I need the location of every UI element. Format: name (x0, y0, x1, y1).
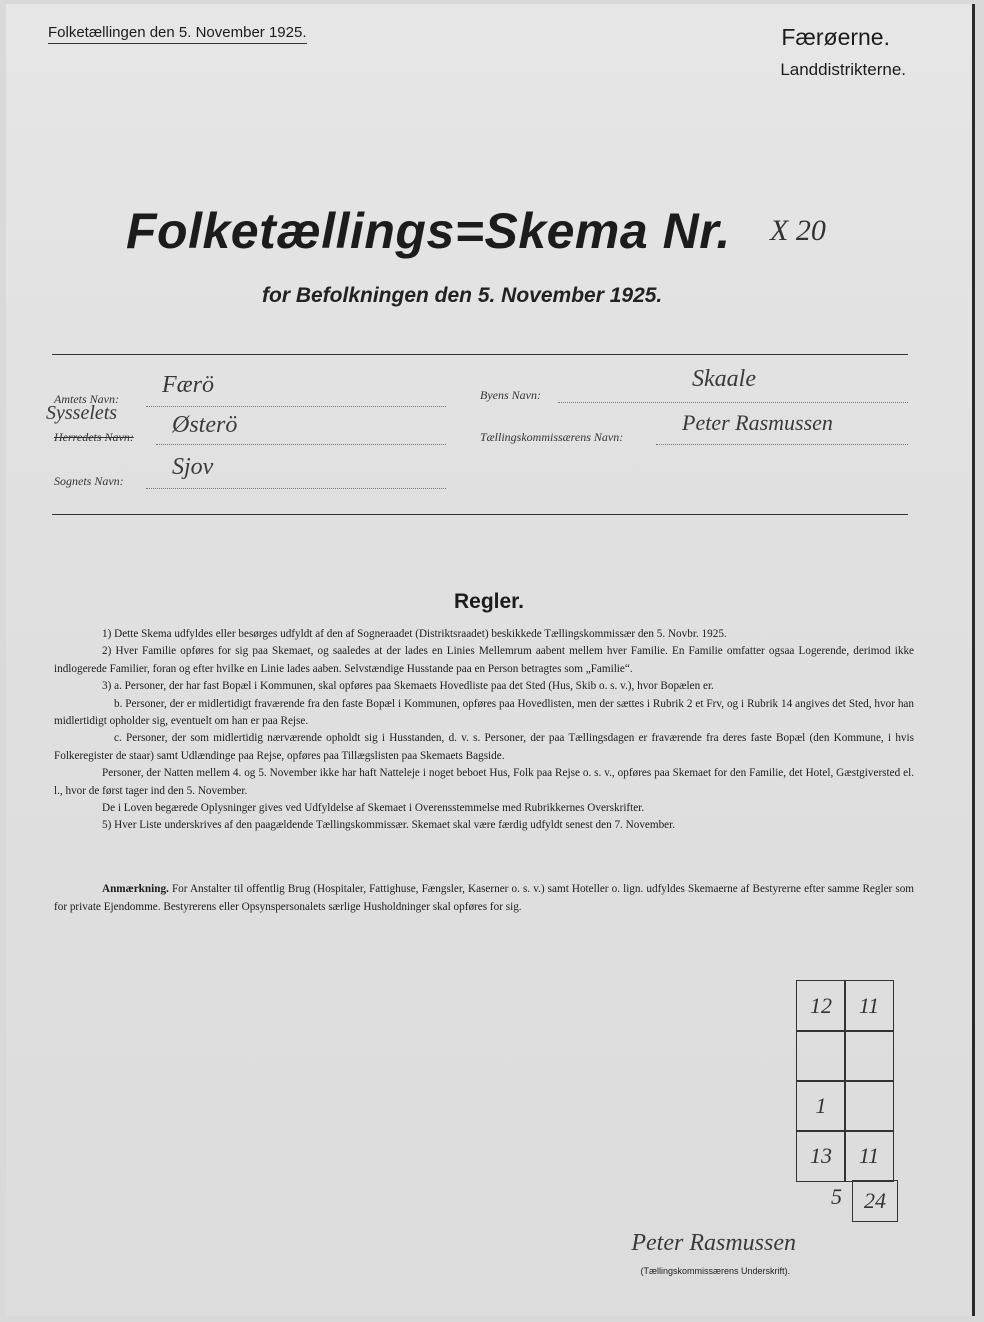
tally-cell (796, 1030, 846, 1082)
sogn-value: Sjov (172, 454, 214, 480)
sysla-label: Sysselets (46, 402, 118, 424)
amt-label: Amtets Navn: (54, 392, 119, 406)
amt-line (146, 406, 446, 407)
tally-total-cell: 24 (852, 1180, 898, 1222)
kommissaer-line (656, 444, 908, 445)
rules-section (54, 626, 914, 835)
rule-4: Personer, der Natten mellem 4. og 5. November ikke har haft Natteleje i noget beboet Hus, Folk paa Rejse o. s. v., opføres paa Skemaet for den Familie, det Hotel, Gæstgiversted el. l., hvor de først tager ind den 5. November. (54, 767, 914, 797)
district-header: Landdistrikterne. (780, 60, 906, 79)
rule-1: 1) Dette Skema udfyldes eller besørges udfyldt af den af Sogneraadet (Distriktsraadet) beskikkede Tællingskommissær den 5. Novbr. 1925. (102, 628, 727, 640)
signature-caption: (Tællingskommissærens Underskrift). (640, 1266, 790, 1276)
region-header: Færøerne. (781, 24, 890, 50)
kommissaer-label: Tællingskommissærens Navn: (480, 430, 624, 444)
by-value: Skaale (692, 366, 756, 392)
note-paragraph (54, 880, 914, 916)
form-title: Folketællings=Skema Nr. (126, 203, 731, 259)
herred-line (156, 444, 446, 445)
tally-cell: 11 (844, 1130, 894, 1182)
note-text: For Anstalter til offentlig Brug (Hospitaler, Fattighuse, Fængsler, Kaserner o. s. v.) samt Hoteller o. lign. udfyldes Skemaerne af Bestyrerne efter samme Regler som for private Ejendomme. Bestyrerens eller Opsynspersonalets særlige Husholdninger skal opføres for sig. (54, 883, 915, 913)
rule-2: 2) Hver Familie opføres for sig paa Skemaet, og saaledes at der lades en Linies Mellemrum aabent mellem hver Familie. En Familie omfatter ogsaa Logerende, derimod ikke indlogerede Familier, foran og efter hvilke en Linie lades aaben. Selvstændige Husstande paa en Person betragtes som „Familie“. (54, 645, 914, 675)
rule-4b: De i Loven begærede Oplysninger gives ved Udfyldelse af Skemaet i Overensstemmelse med Rubrikkernes Overskrifter. (102, 802, 645, 815)
tally-cell: 12 (796, 980, 846, 1032)
sogn-line (146, 488, 446, 489)
by-line (558, 402, 908, 403)
tally-cell (844, 1030, 894, 1082)
rule-3a: 3) a. Personer, der har fast Bopæl i Kommunen, skal opføres paa Skemaets Hovedliste paa det Sted (Hus, Skib o. s. v.), hvor Bopælen er. (102, 680, 714, 693)
tally-cell: 11 (844, 980, 894, 1032)
rule-3c: c. Personer, der som midlertidig nærværende opholdt sig i Husstanden, d. v. s. Personer, der paa Tællingsdagen er fraværende fra deres faste Bopæl (den Kommune, i hvis Folkeregister de staar) samt Udlændinge paa Rejse, opføres paa Tillægslisten paa Skemaets Bagside. (54, 732, 914, 762)
bottom-divider (52, 514, 908, 515)
census-form-page (6, 4, 975, 1316)
form-number: X 20 (770, 214, 826, 247)
rule-5: 5) Hver Liste underskrives af den paagældende Tællingskommissær. Skemaet skal være færdig udfyldt senest den 7. November. (102, 819, 676, 832)
by-label: Byens Navn: (480, 388, 541, 402)
tally-cell (844, 1080, 894, 1132)
rule-3b: b. Personer, der er midlertidigt fraværende fra den faste Bopæl i Kommunen, opføres paa Hovedlisten, men der sættes i Rubrik 2 et Frv, og i Rubrik 14 angives det Sted, hvor han midlertidigt opholder sig, eventuelt om han er paa Rejse. (54, 697, 914, 728)
kommissaer-value: Peter Rasmussen (682, 410, 833, 435)
note-label: Anmærkning. (102, 883, 169, 895)
form-subtitle: for Befolkningen den 5. November 1925. (262, 284, 663, 307)
rules-heading: Regler. (453, 590, 525, 613)
census-date-header: Folketællingen den 5. November 1925. (48, 24, 307, 44)
sogn-label: Sognets Navn: (54, 474, 124, 488)
top-divider (52, 354, 908, 355)
herred-label: Herredets Navn: (54, 430, 134, 444)
tally-total-persons: 5 (831, 1184, 842, 1209)
tally-cell: 13 (796, 1130, 846, 1182)
tally-cell: 1 (796, 1080, 846, 1132)
herred-value: Østerö (172, 412, 238, 438)
amt-value: Færö (162, 372, 215, 398)
signature: Peter Rasmussen (631, 1230, 796, 1256)
